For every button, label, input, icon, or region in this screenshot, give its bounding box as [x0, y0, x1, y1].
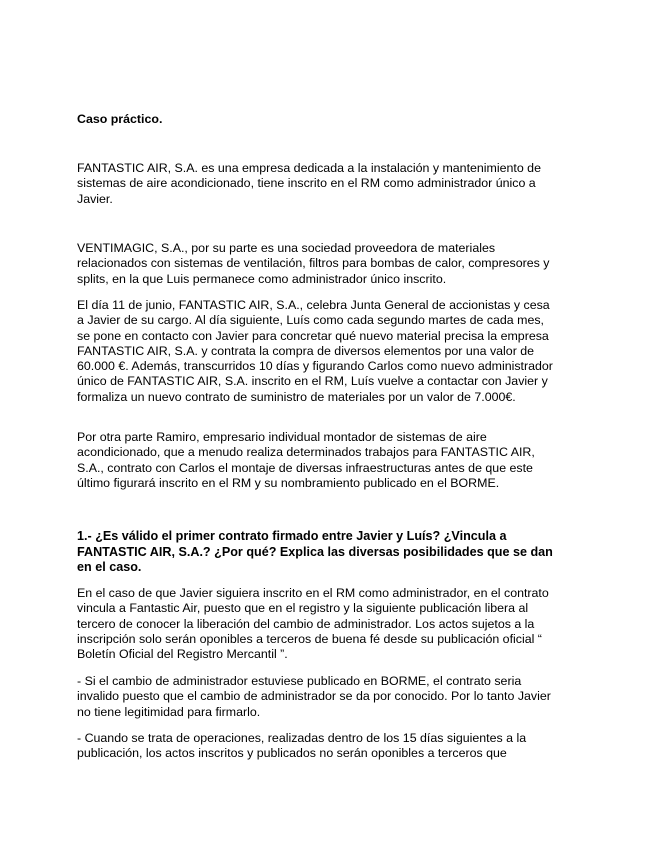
paragraph-ramiro: Por otra parte Ramiro, empresario individual montador de sistemas de aire acondicionado, que a menudo realiza determinados trabajos para FANTASTIC AIR, S.A., contrato con Carlos el montaje de diversas infraestructuras antes de que este último figurará inscrito en el RM y su nombramiento publicado en el BORME.: [77, 430, 535, 490]
answer-paragraph-3: - Cuando se trata de operaciones, realizadas dentro de los 15 días siguientes a la publicación, los actos inscritos y publicados no serán oponibles a terceros que: [77, 731, 527, 761]
paragraph-fantastic-air: FANTASTIC AIR, S.A. es una empresa dedicada a la instalación y mantenimiento de sistemas de aire acondicionado, tiene inscrito en el RM como administrador único a Javier.: [77, 161, 541, 206]
document-title: Caso práctico.: [77, 112, 163, 126]
paragraph-case-facts: El día 11 de junio, FANTASTIC AIR, S.A., celebra Junta General de accionistas y cesa a Javier de su cargo. Al día siguiente, Luís como cada segundo martes de cada mes, se pone en contacto con Javier para concretar qué nuevo material precisa la empresa FANTASTIC AIR, S.A. y contrata la compra de diversos elementos por una valor de 60.000 €. Además, transcurridos 10 días y figurando Carlos como nuevo administrador único de FANTASTIC AIR, S.A. inscrito en el RM, Luís vuelve a contactar con Javier y formaliza un nuevo contrato de suministro de materiales por un valor de 7.000€.: [77, 298, 553, 404]
paragraph-ventimagic: VENTIMAGIC, S.A., por su parte es una sociedad proveedora de materiales relacionados con sistemas de ventilación, filtros para bombas de calor, compresores y splits, en la que Luis permanece como administrador único inscrito.: [77, 241, 550, 286]
answer-paragraph-2: - Si el cambio de administrador estuviese publicado en BORME, el contrato seria invalido puesto que el cambio de administrador se da por conocido. Por lo tanto Javier no tiene legitimidad para firmarlo.: [77, 674, 551, 719]
question-1: 1.- ¿Es válido el primer contrato firmado entre Javier y Luís? ¿Vincula a FANTASTIC AIR, S.A.? ¿Por qué? Explica las diversas posibilidades que se dan en el caso.: [77, 529, 553, 575]
answer-paragraph-1: En el caso de que Javier siguiera inscrito en el RM como administrador, en el contrato vincula a Fantastic Air, puesto que en el registro y la siguiente publicación libera al tercero de conocer la liberación del cambio de administrador. Los actos sujetos a la inscripción solo serán oponibles a terceros de buena fé desde su publicación oficial “ Boletín Oficial del Registro Mercantil ”.: [77, 586, 549, 662]
